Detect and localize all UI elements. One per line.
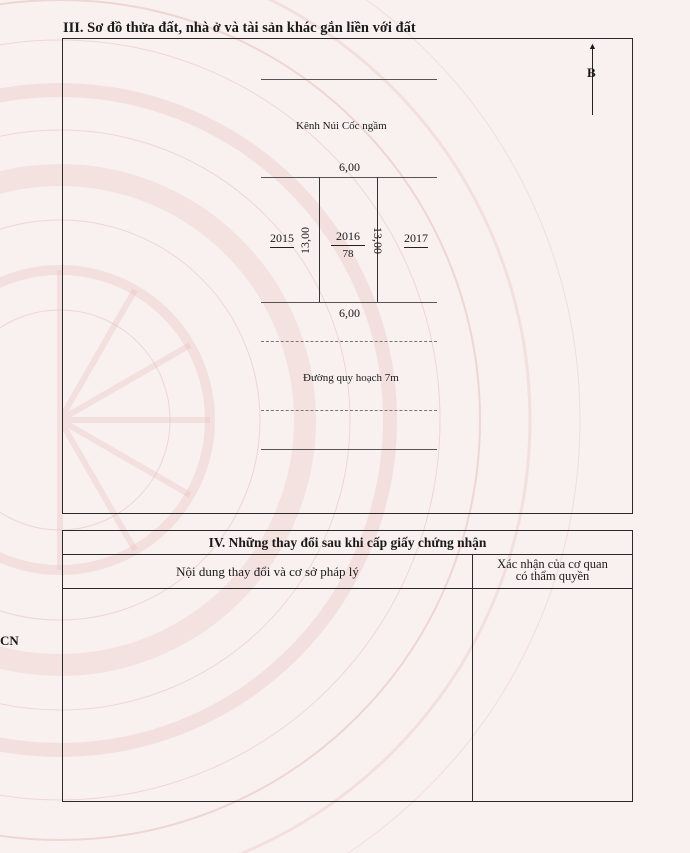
north-arrow-line (592, 49, 593, 115)
confirm-cell (473, 589, 632, 801)
parcel-id (331, 229, 365, 260)
parcel-left-edge (319, 177, 320, 302)
right-length-label: 13,00 (371, 227, 385, 254)
left-neighbor-number: 2015 (270, 231, 294, 248)
changes-table-header (63, 555, 632, 589)
parcel-area: 78 (342, 248, 354, 260)
top-road-label: Kênh Núi Cốc ngầm (296, 120, 387, 132)
road-upper-line (261, 341, 437, 342)
section4-title: IV. Những thay đổi sau khi cấp giấy chứng nhận (63, 531, 632, 555)
bottom-road-label: Đường quy hoạch 7m (303, 372, 399, 384)
parcel-top-edge (261, 177, 437, 178)
top-width-label: 6,00 (339, 160, 360, 174)
land-plot-diagram (62, 38, 633, 514)
confirm-column-header (473, 558, 632, 582)
left-length-label: 13,00 (298, 227, 312, 254)
bottom-width-label: 6,00 (339, 306, 360, 320)
section3-title: III. Sơ đồ thửa đất, nhà ở và tài sản khác gắn liền với đất (63, 20, 416, 36)
road-boundary-line (261, 449, 437, 450)
confirm-header-line1: Xác nhận của cơ quan (497, 557, 608, 571)
top-road-line (261, 79, 437, 80)
changes-table (62, 530, 633, 802)
content-column-header: Nội dung thay đổi và cơ sở pháp lý (176, 564, 359, 579)
north-arrow-icon: ▲ (588, 41, 597, 51)
parcel-number: 2016 (331, 229, 365, 246)
confirm-header-line2: có thẩm quyền (515, 569, 590, 583)
north-label: B (587, 65, 596, 80)
parcel-bottom-edge (261, 302, 437, 303)
edge-text: CN (0, 633, 19, 648)
road-lower-line (261, 410, 437, 411)
content-cell (63, 589, 472, 801)
right-neighbor-number: 2017 (404, 231, 428, 248)
